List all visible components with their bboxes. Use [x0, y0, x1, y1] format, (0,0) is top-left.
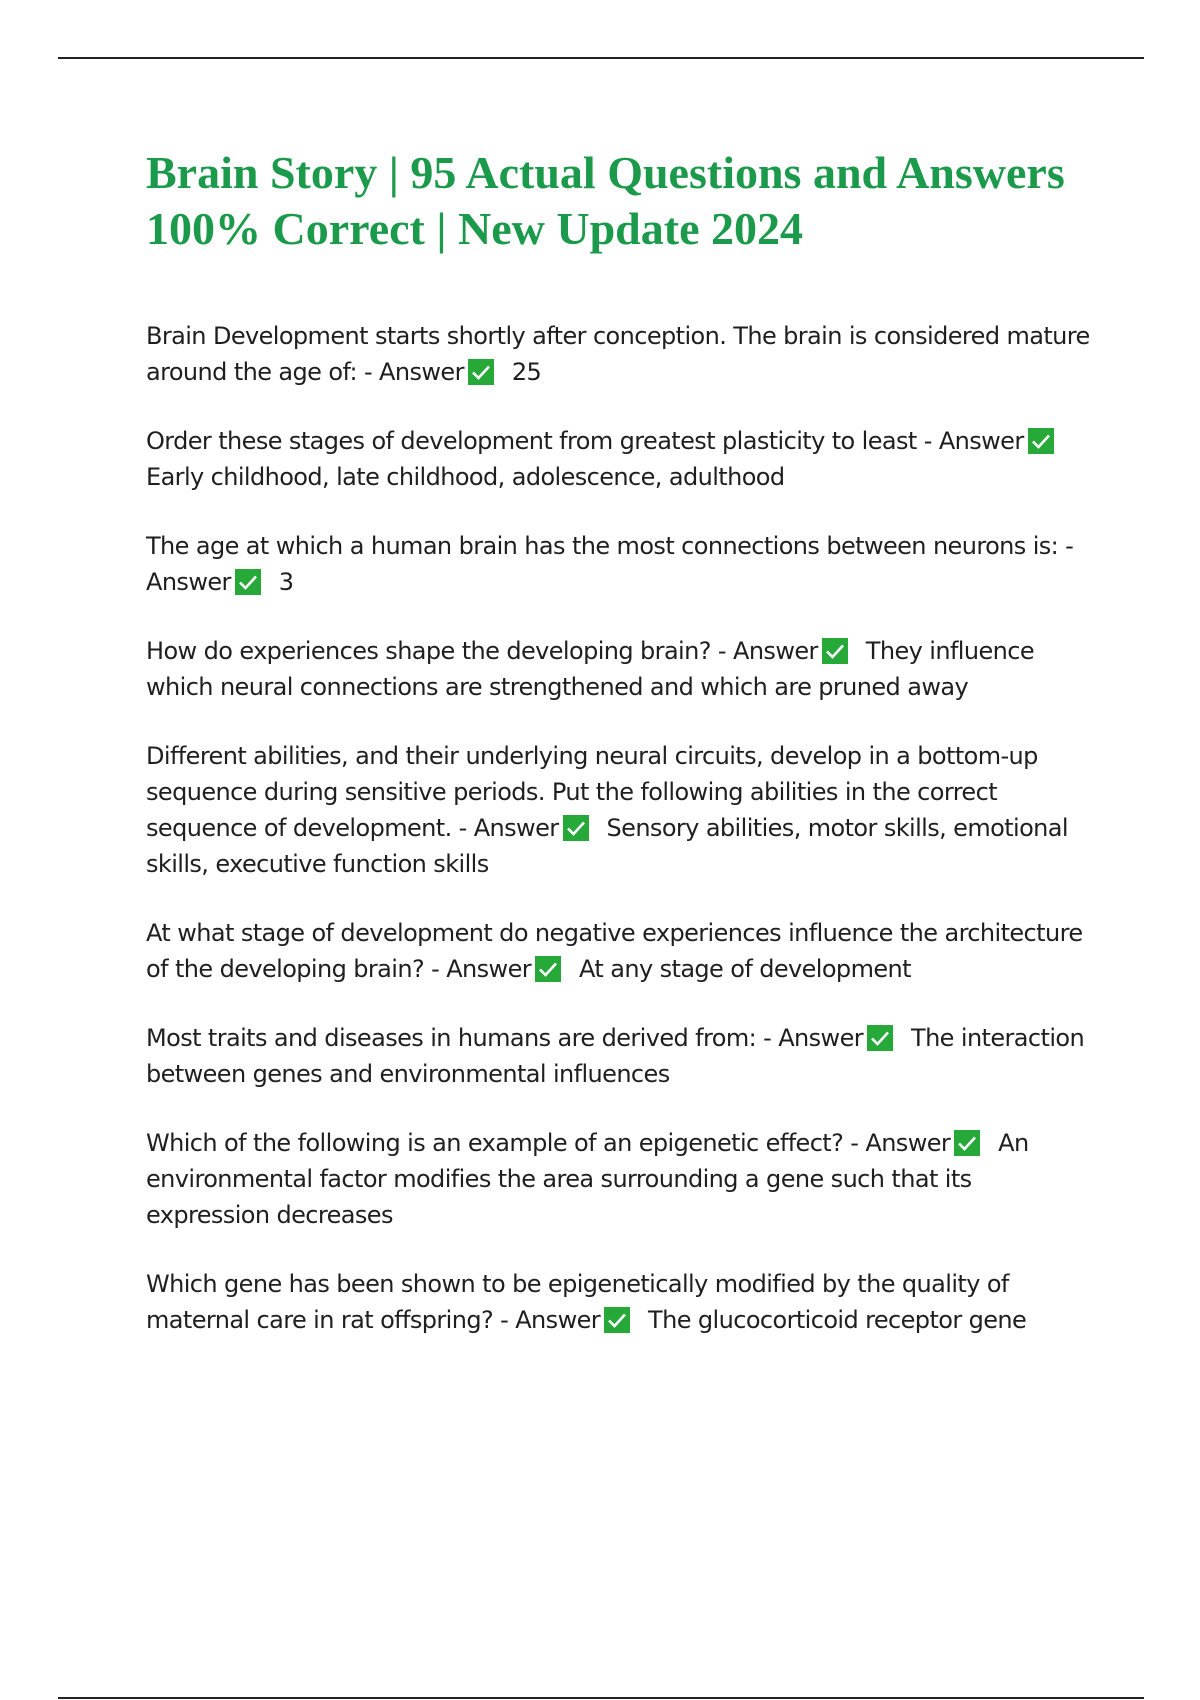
green-check-box-icon: [535, 956, 561, 982]
bottom-rule: [58, 1697, 1144, 1699]
green-check-box-icon: [822, 638, 848, 664]
green-check-box-icon: [1028, 428, 1054, 454]
qa-item: [146, 915, 1096, 987]
page-title: Brain Story | 95 Actual Questions and Answers 100% Correct | New Update 2024: [146, 147, 1065, 254]
green-check-box-icon: [563, 815, 589, 841]
question-text: Order these stages of development from greatest plasticity to least - Answer: [146, 427, 1024, 455]
green-check-box-icon: [604, 1307, 630, 1333]
qa-item: [146, 318, 1096, 390]
answer-text: The glucocorticoid receptor gene: [648, 1306, 1027, 1334]
qa-item: [146, 423, 1096, 495]
answer-text: They influence which neural connections are strengthened and which are pruned away: [146, 637, 1035, 701]
question-text: The age at which a human brain has the most connections between neurons is: - Answer: [146, 532, 1074, 596]
top-rule: [58, 57, 1144, 59]
answer-text: Sensory abilities, motor skills, emotional skills, executive function skills: [146, 814, 1068, 878]
question-text: Different abilities, and their underlying neural circuits, develop in a bottom-up sequence during sensitive periods. Put the following abilities in the correct sequence of development. - Answer: [146, 742, 1038, 842]
question-text: Brain Development starts shortly after conception. The brain is considered mature around the age of: - Answer: [146, 322, 1090, 386]
qa-item: [146, 528, 1096, 600]
green-check-box-icon: [235, 569, 261, 595]
green-check-box-icon: [468, 359, 494, 385]
answer-text: An environmental factor modifies the area surrounding a gene such that its expression decreases: [146, 1129, 1029, 1229]
qa-item: [146, 1125, 1096, 1233]
answer-text: 3: [278, 568, 294, 596]
qa-item: [146, 1266, 1096, 1338]
green-check-box-icon: [867, 1025, 893, 1051]
question-text: Which gene has been shown to be epigenetically modified by the quality of maternal care in rat offspring? - Answer: [146, 1270, 1009, 1334]
question-text: Most traits and diseases in humans are derived from: - Answer: [146, 1024, 864, 1052]
answer-text: 25: [511, 358, 542, 386]
answer-text: Early childhood, late childhood, adolescence, adulthood: [146, 463, 785, 491]
question-text: How do experiences shape the developing brain? - Answer: [146, 637, 818, 665]
answer-text: At any stage of development: [579, 955, 911, 983]
qa-list: [146, 318, 1096, 1371]
question-text: Which of the following is an example of an epigenetic effect? - Answer: [146, 1129, 951, 1157]
answer-text: The interaction between genes and environmental influences: [146, 1024, 1085, 1088]
question-text: At what stage of development do negative experiences influence the architecture of the developing brain? - Answer: [146, 919, 1083, 983]
green-check-box-icon: [954, 1130, 980, 1156]
qa-item: [146, 633, 1096, 705]
qa-item: [146, 738, 1096, 882]
qa-item: [146, 1020, 1096, 1092]
